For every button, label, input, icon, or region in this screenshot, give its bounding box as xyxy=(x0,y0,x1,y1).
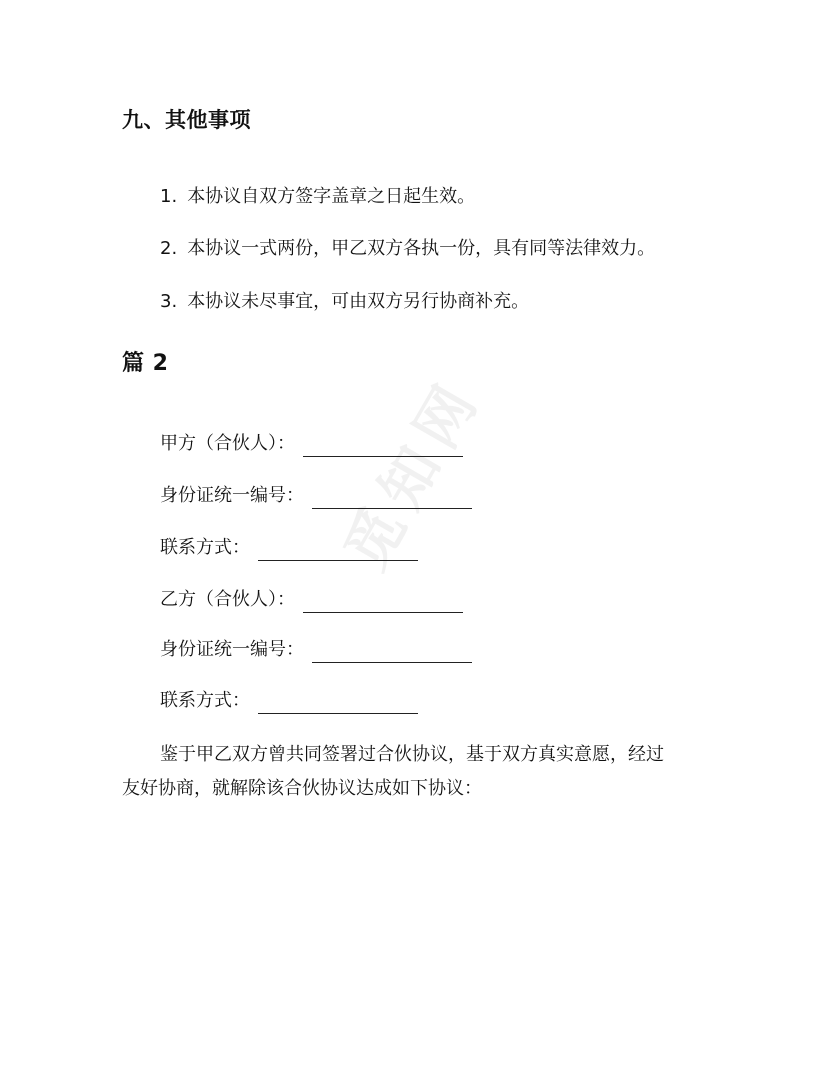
section-heading-other-matters: 九、其他事项 xyxy=(122,108,251,132)
field-label: 身份证统一编号： xyxy=(160,639,304,660)
list-item-number: 2. xyxy=(160,238,178,259)
field-label: 乙方（合伙人）： xyxy=(160,589,295,610)
part-heading: 篇 2 xyxy=(122,351,169,376)
list-item xyxy=(160,236,655,262)
fill-in-blank xyxy=(258,538,418,561)
form-field-party-b-contact xyxy=(160,688,418,714)
form-field-party-a-id xyxy=(160,483,472,509)
form-field-party-a xyxy=(160,431,463,457)
list-item-text: 本协议一式两份，甲乙双方各执一份，具有同等法律效力。 xyxy=(187,238,656,259)
fill-in-blank xyxy=(312,640,472,663)
list-item-number: 3. xyxy=(160,291,178,312)
field-label: 联系方式： xyxy=(160,537,250,558)
fill-in-blank xyxy=(258,691,418,714)
field-label: 身份证统一编号： xyxy=(160,485,304,506)
form-field-party-a-contact xyxy=(160,535,418,561)
list-item-number: 1. xyxy=(160,186,178,207)
list-item-text: 本协议自双方签字盖章之日起生效。 xyxy=(187,186,476,207)
recital-paragraph xyxy=(122,738,702,806)
list-item xyxy=(160,184,475,210)
fill-in-blank xyxy=(303,590,463,613)
paragraph-line: 友好协商，就解除该合伙协议达成如下协议： xyxy=(122,778,482,799)
field-label: 联系方式： xyxy=(160,690,250,711)
watermark: 觅知网 xyxy=(331,364,496,581)
form-field-party-b-id xyxy=(160,637,472,663)
list-item-text: 本协议未尽事宜，可由双方另行协商补充。 xyxy=(187,291,530,312)
form-field-party-b xyxy=(160,587,463,613)
list-item xyxy=(160,289,529,315)
field-label: 甲方（合伙人）： xyxy=(160,433,295,454)
paragraph-line: 鉴于甲乙双方曾共同签署过合伙协议，基于双方真实意愿，经过 xyxy=(160,744,664,765)
fill-in-blank xyxy=(312,486,472,509)
fill-in-blank xyxy=(303,434,463,457)
